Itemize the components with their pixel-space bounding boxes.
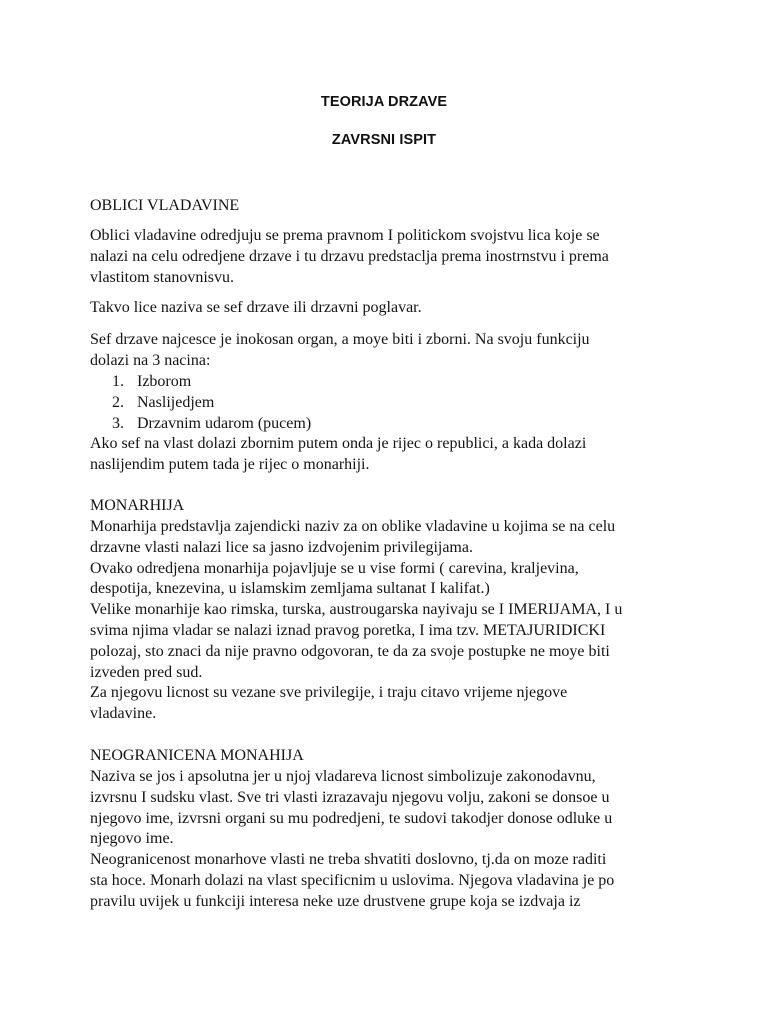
list-item bbox=[90, 372, 690, 393]
text-line: naslijendim putem tada je rijec o monarhiji. bbox=[90, 455, 370, 473]
text-line: Monarhija predstavlja zajendicki naziv za on oblike vladavine u kojima se na celu bbox=[90, 518, 616, 535]
list-item bbox=[90, 393, 690, 414]
text-line: Ovako odredjena monarhija pojavljuje se u vise formi ( carevina, kraljevina, bbox=[90, 559, 579, 577]
text-line: pravilu uvijek u funkciji interesa neke uze drustvene grupe koja se izdvaja iz bbox=[90, 892, 581, 910]
list-item-text: Izborom bbox=[137, 373, 192, 390]
text-line: vladavine. bbox=[90, 705, 157, 723]
paragraph-monarhija bbox=[90, 517, 690, 725]
text-line: Takvo lice naziva se sef drzave ili drzavni poglavar. bbox=[90, 299, 422, 316]
section-heading-text: MONARHIJA bbox=[90, 497, 185, 514]
text-line: Sef drzave najcesce je inokosan organ, a moye biti i zborni. Na svoju funkciju bbox=[90, 331, 590, 348]
text-line: Neogranicenost monarhove vlasti ne treba shvatiti doslovno, tj.da on moze raditi bbox=[90, 851, 607, 869]
text-line: Velike monarhije kao rimska, turska, austrougarska nayivaju se I IMERIJAMA, I u bbox=[90, 601, 623, 619]
list-item-number: 1. bbox=[112, 373, 124, 390]
text-line: Naziva se jos i apsolutna jer u njoj vladareva licnost simbolizuje zakonodavnu, bbox=[90, 768, 596, 785]
paragraph-nacini-dolaska bbox=[90, 330, 690, 372]
text-line: nalazi na celu odredjene drzave i tu drzavu predstaclja prema inostrnstvu i prema bbox=[90, 247, 609, 265]
text-line: Ako sef na vlast dolazi zbornim putem onda je rijec o republici, a kada dolazi bbox=[90, 435, 587, 452]
numbered-list-nacini bbox=[90, 372, 690, 434]
text-line: Za njegovu licnost su vezane sve privilegije, i traju citavo vrijeme njegove bbox=[90, 684, 568, 702]
list-item bbox=[90, 414, 690, 435]
text-line: dolazi na 3 nacina: bbox=[90, 351, 211, 369]
paragraph-neogranicena-monarhija bbox=[90, 767, 690, 913]
text-line: polozaj, sto znaci da nije pravno odgovoran, te da za svoje postupke ne moye biti bbox=[90, 642, 610, 660]
list-item-number: 2. bbox=[112, 393, 124, 411]
text-line: Oblici vladavine odredjuju se prema pravnom I politickom svojstvu lica koje se bbox=[90, 227, 600, 244]
paragraph-sef-drzave bbox=[90, 298, 690, 319]
section-heading-text: OBLICI VLADAVINE bbox=[90, 197, 240, 214]
text-line: drzavne vlasti nalazi lice sa jasno izdvojenim privilegijama. bbox=[90, 538, 473, 556]
document-title: TEORIJA DRZAVE bbox=[320, 94, 448, 110]
text-line: njegovo ime. bbox=[90, 830, 174, 848]
section-heading-neogranicena-monarhija bbox=[90, 746, 690, 767]
text-line: despotija, knezevina, u islamskim zemljama sultanat I kalifat.) bbox=[90, 580, 490, 598]
text-line: svima njima vladar se nalazi iznad pravog poretka, I ima tzv. METAJURIDICKI bbox=[90, 621, 606, 639]
document-subtitle: ZAVRSNI ISPIT bbox=[331, 132, 437, 148]
list-item-number: 3. bbox=[112, 414, 124, 432]
paragraph-republika-monarhija bbox=[90, 434, 690, 476]
section-heading-text: NEOGRANICENA MONAHIJA bbox=[90, 747, 304, 764]
text-line: izveden pred sud. bbox=[90, 663, 203, 681]
section-heading-monarhija bbox=[90, 496, 690, 517]
list-item-text: Naslijedjem bbox=[137, 393, 215, 411]
paragraph-oblici-definition bbox=[90, 226, 690, 288]
section-heading-oblici-vladavine bbox=[90, 196, 690, 217]
text-line: njegovo ime, izvrsni organi su mu podredjeni, te sudovi takodjer donose odluke u bbox=[90, 809, 613, 827]
text-line: izvrsnu I sudsku vlast. Sve tri vlasti izrazavaju njegovu volju, zakoni se donsoe u bbox=[90, 788, 610, 806]
text-line: vlastitom stanovnisvu. bbox=[90, 268, 234, 286]
list-item-text: Drzavnim udarom (pucem) bbox=[137, 414, 312, 432]
text-line: sta hoce. Monarh dolazi na vlast specificnim u uslovima. Njegova vladavina je po bbox=[90, 871, 615, 889]
